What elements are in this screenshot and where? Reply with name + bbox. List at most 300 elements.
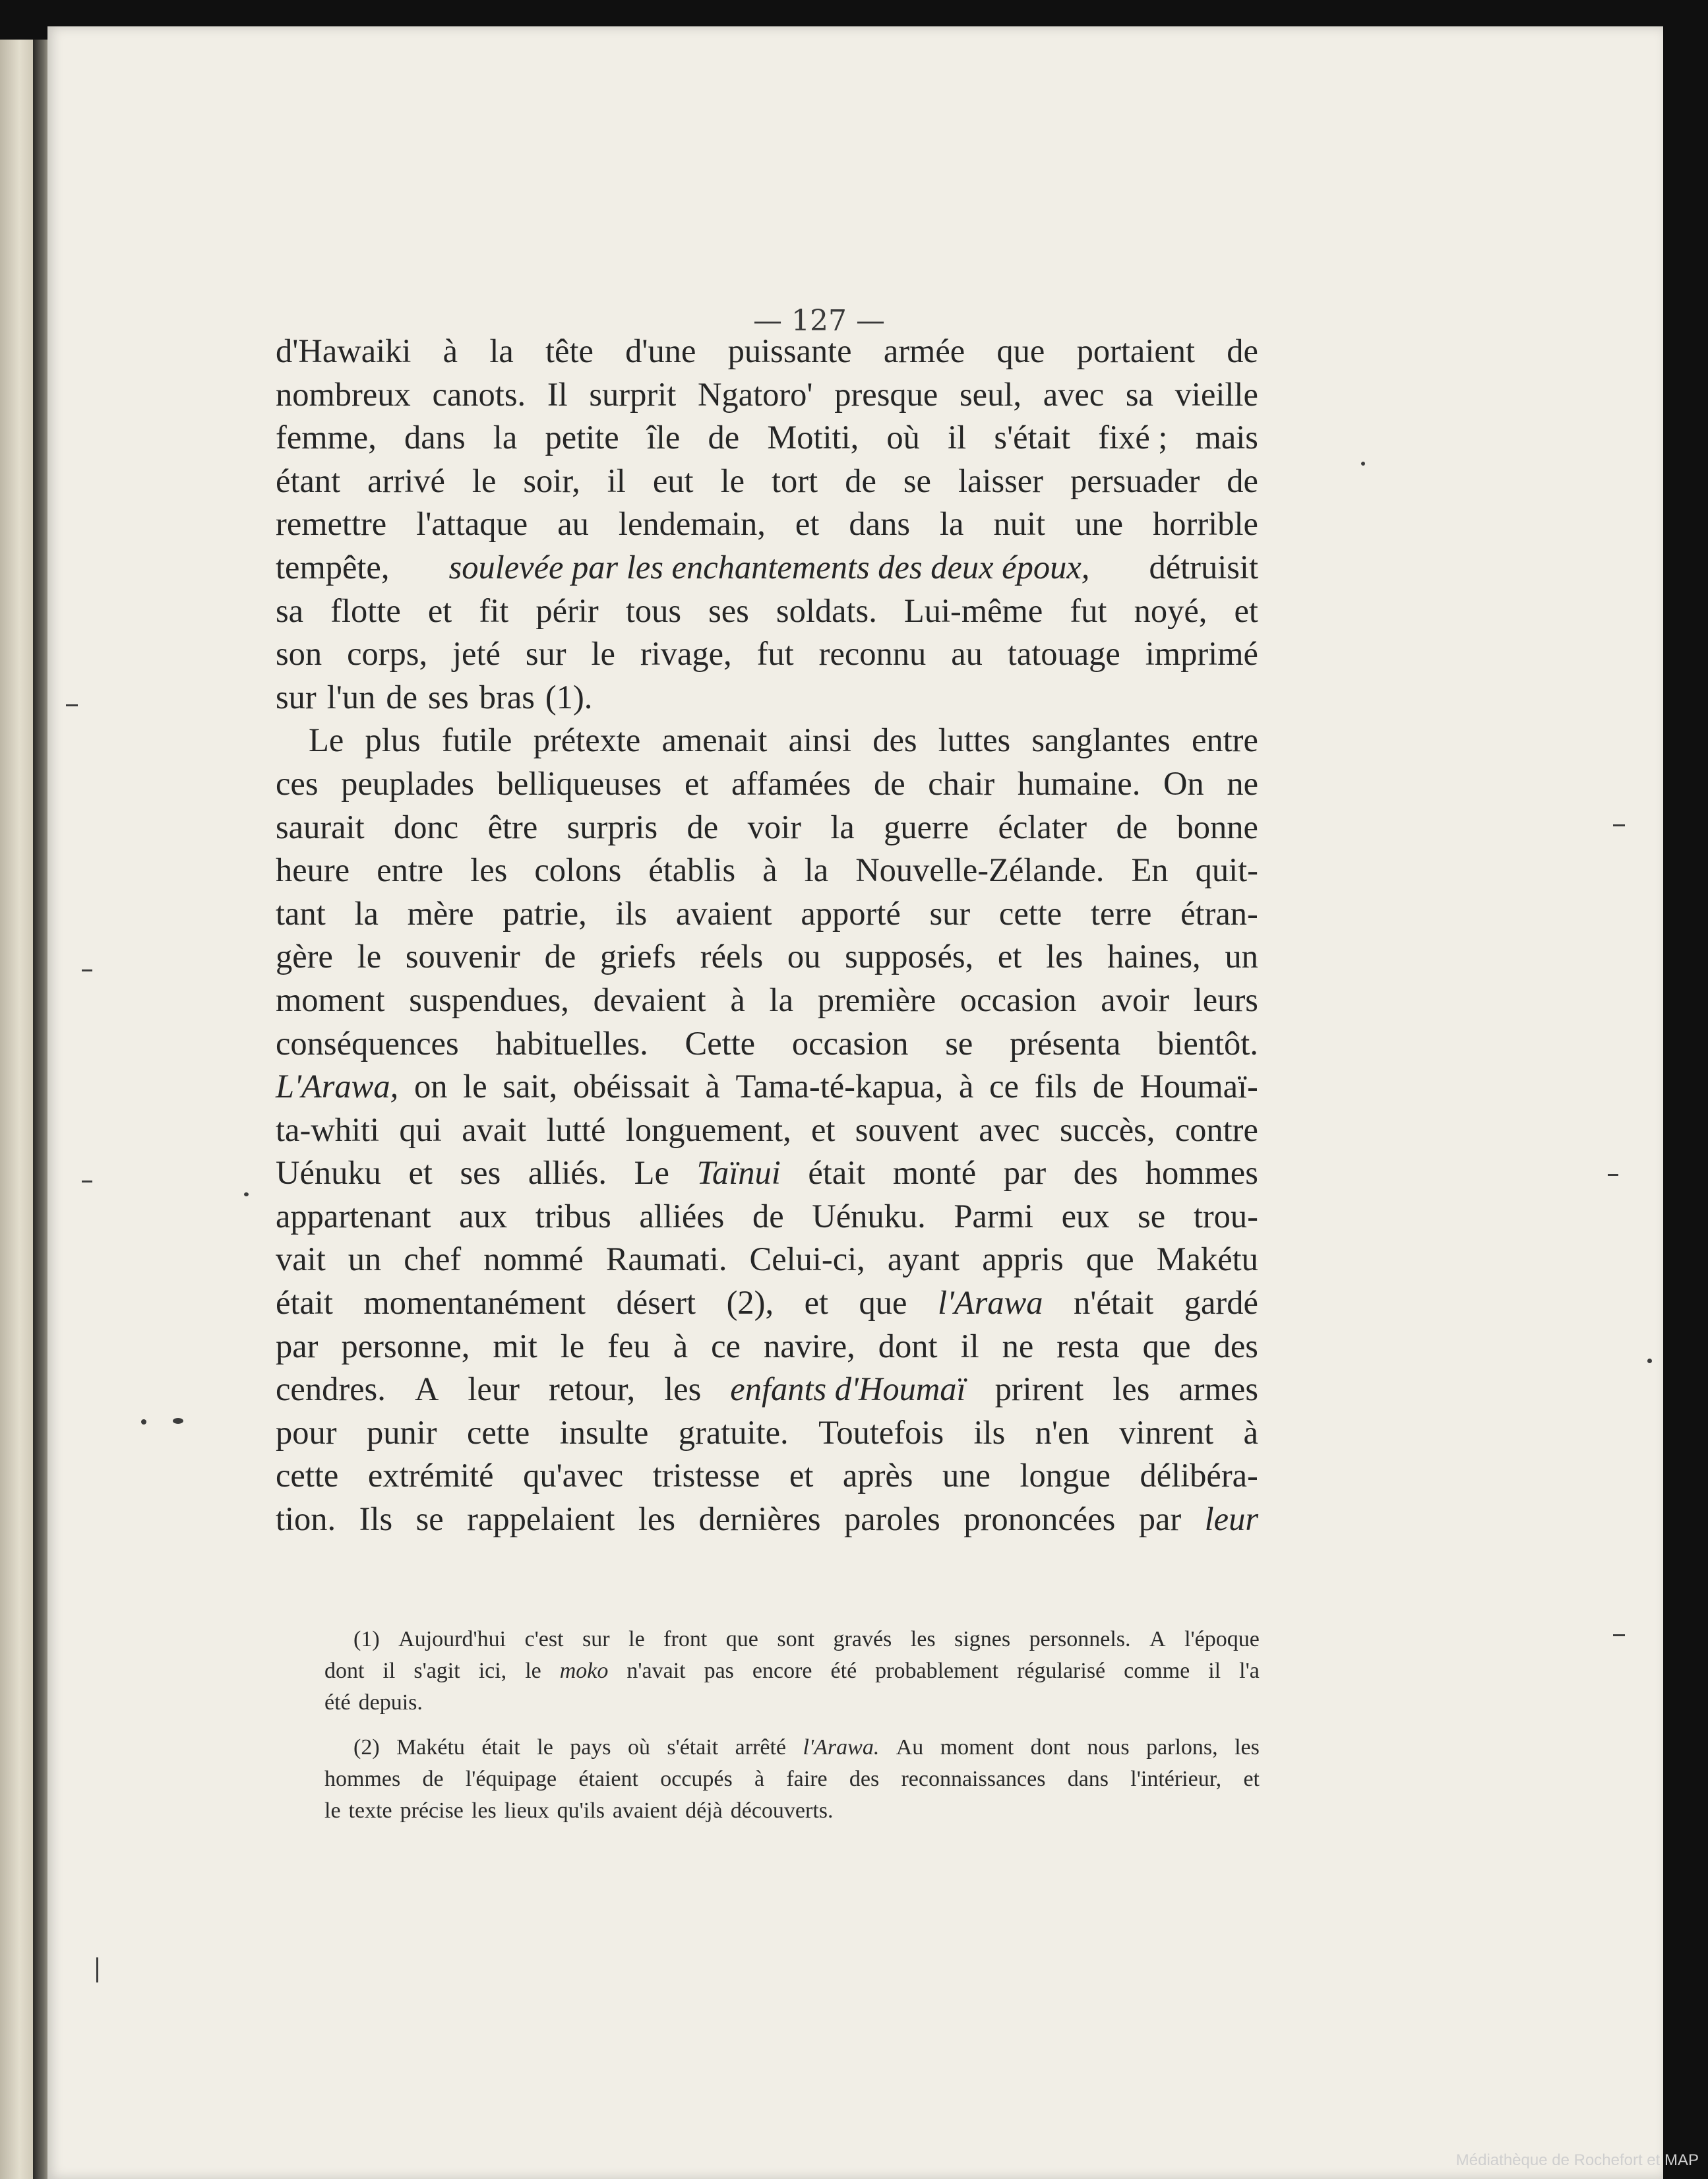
body-line (276, 1109, 1258, 1152)
word: surpris (566, 808, 658, 845)
word: personnels. (1029, 1627, 1131, 1651)
word: affamées (731, 764, 851, 802)
word: seul, (960, 375, 1022, 413)
word: hommes (1145, 1154, 1258, 1192)
word: alliées (639, 1197, 725, 1235)
word: un (348, 1241, 382, 1278)
body-line (276, 849, 1258, 892)
word: trou- (1193, 1197, 1258, 1235)
word: puissante (727, 332, 852, 369)
word: à (705, 1068, 720, 1105)
word: d'une (625, 332, 696, 369)
body-line (276, 546, 1258, 590)
body-line (276, 935, 1258, 979)
word: habituelles. (495, 1024, 648, 1062)
word: leurs (1193, 981, 1258, 1018)
word: fixé ; (1098, 419, 1168, 456)
word: Makétu (396, 1735, 465, 1760)
word: reconnu (818, 635, 927, 673)
italic-phrase: soulevée par les enchantements des deux époux, (448, 548, 1090, 586)
word: navire, (763, 1327, 855, 1365)
body-line (276, 1022, 1258, 1066)
word: humaine. (1017, 764, 1141, 802)
word: armes (1178, 1370, 1258, 1408)
word: les (1046, 938, 1083, 975)
word: et (408, 1154, 433, 1192)
left-page-edge (0, 40, 33, 2179)
body-line (276, 1368, 1258, 1411)
word: le (720, 462, 745, 499)
word: au (557, 505, 589, 543)
word: s'était (994, 419, 1071, 456)
word: devaient (593, 981, 706, 1018)
word: tous (625, 592, 681, 629)
word: l'un (326, 678, 376, 716)
word: l'Arawa (937, 1284, 1043, 1322)
word: pays (570, 1735, 611, 1760)
word: canots. (432, 375, 526, 413)
word: à (958, 1068, 974, 1105)
word: nommé (483, 1241, 584, 1278)
word: réels (700, 938, 764, 975)
word: dernières (698, 1500, 821, 1538)
word: Uénuku. (812, 1197, 926, 1235)
word: peuplades (341, 764, 475, 802)
word: laisser (958, 462, 1043, 499)
word: se (1138, 1197, 1166, 1235)
word: le (525, 1659, 541, 1683)
word: par (1003, 1154, 1047, 1192)
word: il (948, 419, 967, 456)
word: terre (1090, 894, 1152, 932)
word: déjà (685, 1798, 723, 1823)
footnote-line (324, 1764, 1260, 1795)
word: mit (493, 1327, 537, 1365)
word: vieille (1174, 375, 1258, 413)
word: Uénuku (276, 1154, 381, 1192)
word: souvenir (405, 938, 520, 975)
word: occasion (791, 1024, 909, 1062)
word: était (808, 1154, 866, 1192)
word: chair (928, 764, 995, 802)
word: gratuite. (678, 1413, 789, 1451)
word: Le (309, 721, 344, 759)
word: les (470, 851, 508, 889)
word: arrivé (367, 462, 445, 499)
body-line (276, 416, 1258, 460)
word: la (493, 419, 518, 456)
body-line (276, 1498, 1258, 1541)
word: était (276, 1284, 333, 1322)
word: obéissait (572, 1068, 690, 1105)
body-line (276, 373, 1258, 417)
word: Makétu (1156, 1241, 1258, 1278)
word: tort (772, 462, 818, 499)
word: plus (365, 721, 421, 759)
word: Houmaï- (1140, 1068, 1258, 1105)
word: flotte (330, 592, 401, 629)
word: être (487, 808, 538, 845)
word: et (811, 1111, 836, 1148)
word: imprimé (1145, 635, 1258, 673)
word: faire (786, 1767, 828, 1791)
word: par (276, 1327, 319, 1365)
footnote-ref: (2), (726, 1284, 774, 1322)
word: des (872, 721, 917, 759)
credit-watermark: Médiathèque de Rochefort et MAP (1455, 2151, 1699, 2169)
word: jeté (452, 635, 501, 673)
word: il (960, 1327, 979, 1365)
word: et (684, 764, 709, 802)
word: ses (460, 1154, 501, 1192)
word: occupés (660, 1767, 733, 1791)
word: se (945, 1024, 973, 1062)
word: qu'avec (523, 1457, 624, 1494)
word: de (1092, 1068, 1124, 1105)
word: à (754, 1767, 765, 1791)
word: ou (787, 938, 821, 975)
word: était (481, 1735, 520, 1760)
word: nous (1087, 1735, 1130, 1760)
word: le (324, 1798, 341, 1823)
word: le (463, 1068, 487, 1105)
word: ces (276, 764, 319, 802)
word: parlons, (1146, 1735, 1218, 1760)
word: des (1213, 1327, 1258, 1365)
word: horrible (1153, 505, 1258, 543)
word: prirent (994, 1370, 1084, 1408)
word: ils (615, 894, 648, 932)
word: soir, (523, 462, 580, 499)
word: surprit (589, 375, 677, 413)
body-line (276, 762, 1258, 806)
word: que (1085, 1241, 1134, 1278)
word: le (472, 462, 497, 499)
word: moment (940, 1735, 1014, 1760)
word: et (1234, 592, 1258, 629)
body-text (276, 330, 1258, 1541)
word: comme (1124, 1659, 1190, 1683)
word: dans (849, 505, 910, 543)
word: lendemain, (618, 505, 766, 543)
footnotes (324, 1624, 1260, 1840)
body-line (276, 1325, 1258, 1368)
word: rappelaient (467, 1500, 615, 1538)
word: leur (1204, 1500, 1258, 1538)
word: Nouvelle-Zélande. (855, 851, 1105, 889)
word: ses (708, 592, 749, 629)
word: s'était (667, 1735, 719, 1760)
word: L'Arawa, (276, 1068, 399, 1105)
word: dont (324, 1659, 365, 1683)
speck-mark (1647, 1359, 1652, 1363)
word: étaient (578, 1767, 638, 1791)
word: dans (404, 419, 466, 456)
word: n'était (1073, 1284, 1154, 1322)
speck-mark (1361, 462, 1365, 466)
word: occasion (960, 981, 1077, 1018)
word: tristesse (652, 1457, 760, 1494)
word: détruisit (1149, 548, 1258, 586)
word: gère (276, 938, 333, 975)
word: resta (1056, 1327, 1120, 1365)
word: suspendues, (409, 981, 569, 1018)
word: ses (428, 678, 469, 716)
margin-tick (1613, 1634, 1625, 1636)
word: mais (1195, 419, 1258, 456)
word: été (830, 1659, 857, 1683)
word: n'avait (626, 1659, 686, 1683)
word: quit- (1195, 851, 1258, 889)
word: et (795, 505, 820, 543)
word: avait (462, 1111, 527, 1148)
word: de (544, 938, 576, 975)
word: prétexte (533, 721, 641, 759)
word: précise (400, 1798, 464, 1823)
word: rivage, (640, 635, 732, 673)
word: tatouage (1007, 635, 1120, 673)
footnote-1 (324, 1624, 1260, 1719)
word: de (422, 1767, 444, 1791)
body-line (276, 806, 1258, 849)
word: ayant (887, 1241, 960, 1278)
word: son (276, 635, 322, 673)
word: sont (777, 1627, 815, 1651)
word: délibéra- (1140, 1457, 1258, 1494)
margin-tick (82, 1181, 92, 1182)
word: et (789, 1457, 814, 1494)
footnote-line (324, 1624, 1260, 1655)
word: mère (407, 894, 474, 932)
word: encore (752, 1659, 812, 1683)
word: dont (878, 1327, 938, 1365)
word: dont (1030, 1735, 1071, 1760)
word: longuement, (625, 1111, 791, 1148)
word: cette (276, 1457, 339, 1494)
word: bientôt. (1157, 1024, 1258, 1062)
word: la (804, 851, 829, 889)
word: guerre (884, 808, 969, 845)
word: la (489, 332, 514, 369)
word: bras (479, 678, 535, 716)
margin-tick (96, 1957, 98, 1982)
word: le (537, 1735, 553, 1760)
word: qu'ils (557, 1798, 605, 1823)
word: fit (479, 592, 509, 629)
word: corps, (347, 635, 428, 673)
body-line (276, 1151, 1258, 1195)
word: voir (747, 808, 801, 845)
word: texte (348, 1798, 392, 1823)
body-line (276, 632, 1258, 676)
word: avoir (1101, 981, 1170, 1018)
word: lieux (504, 1798, 549, 1823)
word: les (664, 1370, 702, 1408)
word: reconnaissances (901, 1767, 1046, 1791)
body-line (276, 330, 1258, 373)
word: noyé, (1134, 592, 1207, 629)
word: gardé (1184, 1284, 1258, 1322)
word: Cette (685, 1024, 756, 1062)
word: été (324, 1690, 351, 1715)
word: on (413, 1068, 448, 1105)
word: tête (545, 332, 594, 369)
word: armée (883, 332, 965, 369)
word: pas (704, 1659, 734, 1683)
body-line (276, 1195, 1258, 1239)
margin-tick (1608, 1174, 1618, 1176)
word: l'époque (1184, 1627, 1260, 1651)
body-line (276, 1065, 1258, 1109)
word: donc (394, 808, 459, 845)
word: eut (652, 462, 694, 499)
word: gravés (833, 1627, 892, 1651)
word: ta-whiti (276, 1111, 380, 1148)
word: personne, (341, 1327, 470, 1365)
word: que (1142, 1327, 1191, 1365)
word: contre (1174, 1111, 1258, 1148)
body-line (276, 503, 1258, 546)
word: avec (1043, 375, 1105, 413)
body-line (276, 1281, 1258, 1325)
word: depuis. (358, 1690, 423, 1715)
word: découverts. (730, 1798, 834, 1823)
word: Au (896, 1735, 924, 1760)
word: ils (973, 1413, 1006, 1451)
word: appris (982, 1241, 1064, 1278)
word: l'attaque (416, 505, 528, 543)
word: où (886, 419, 920, 456)
word: ce (711, 1327, 741, 1365)
word: de (873, 764, 905, 802)
word: n'en (1035, 1413, 1089, 1451)
word: probablement (875, 1659, 999, 1683)
word: présenta (1010, 1024, 1121, 1062)
word: de (1227, 332, 1258, 369)
word: éclater (998, 808, 1087, 845)
word: petite (545, 419, 619, 456)
word: Motiti, (767, 419, 859, 456)
word: succès, (1060, 1111, 1155, 1148)
word: régularisé (1017, 1659, 1106, 1683)
footnote-line (324, 1687, 1260, 1719)
word: ce (989, 1068, 1019, 1105)
word: aux (459, 1197, 508, 1235)
word: cette (467, 1413, 530, 1451)
word: Ngatoro' (697, 375, 813, 413)
word: il (1208, 1659, 1221, 1683)
word: futile (441, 721, 512, 759)
word: qui (399, 1111, 442, 1148)
word: à (762, 851, 778, 889)
word: un (1225, 938, 1258, 975)
word: heure (276, 851, 350, 889)
word: tion. (276, 1500, 336, 1538)
word: extrémité (367, 1457, 494, 1494)
word: sur (276, 678, 317, 716)
word: soldats. (776, 592, 877, 629)
word: étran- (1180, 894, 1258, 932)
word: momentanément (363, 1284, 586, 1322)
word: Parmi (954, 1197, 1033, 1235)
word: de (845, 462, 876, 499)
body-line (276, 676, 1258, 720)
word: saurait (276, 808, 365, 845)
word: Toutefois (818, 1413, 944, 1451)
word: que (859, 1284, 907, 1322)
word: la (940, 505, 964, 543)
word: sanglantes (1031, 721, 1171, 759)
word: Taïnui (696, 1154, 781, 1192)
word: retour, (548, 1370, 636, 1408)
word: une (942, 1457, 991, 1494)
word: le (560, 1327, 585, 1365)
word: haines, (1107, 938, 1201, 975)
speck-mark (173, 1418, 183, 1424)
word: et (427, 592, 452, 629)
word: luttes (938, 721, 1011, 759)
word: et (804, 1284, 829, 1322)
word: arrêté (735, 1735, 787, 1760)
word: avec (979, 1111, 1040, 1148)
word: prononcées (963, 1500, 1116, 1538)
word: Celui-ci, (749, 1241, 865, 1278)
word: les (638, 1500, 676, 1538)
word: fils (1034, 1068, 1078, 1105)
word: moko (559, 1659, 609, 1683)
word: nuit (993, 505, 1046, 543)
word: avaient (612, 1798, 678, 1823)
word: punir (366, 1413, 437, 1451)
word: Le (634, 1154, 669, 1192)
word: signes (954, 1627, 1011, 1651)
word: amenait (661, 721, 768, 759)
margin-tick (82, 969, 92, 971)
word: que (725, 1627, 758, 1651)
word: sur (582, 1627, 610, 1651)
word: vait (276, 1241, 326, 1278)
word: cendres. (276, 1370, 386, 1408)
word: hommes (324, 1767, 401, 1791)
word: nombreux (276, 375, 411, 413)
word: conséquences (276, 1024, 459, 1062)
word: avaient (675, 894, 772, 932)
word: à (1243, 1413, 1258, 1451)
word: paroles (843, 1500, 940, 1538)
word: moment (276, 981, 385, 1018)
body-line (276, 1411, 1258, 1455)
word: A (414, 1370, 439, 1408)
word: portaient (1076, 332, 1196, 369)
footnote-line (324, 1655, 1260, 1687)
word: les (471, 1798, 497, 1823)
word: les (1235, 1735, 1260, 1760)
word: tempête, (276, 548, 390, 586)
word: c'est (524, 1627, 564, 1651)
body-line (276, 892, 1258, 936)
word: ne (1002, 1327, 1034, 1365)
word: Ils (359, 1500, 393, 1538)
word: fut (1070, 592, 1107, 629)
margin-tick (66, 704, 78, 706)
word: sur (929, 894, 971, 932)
page-number: — 127 — (753, 304, 885, 338)
word: l'a (1239, 1659, 1260, 1683)
word: feu (607, 1327, 650, 1365)
word: le (357, 938, 382, 975)
word: souvent (855, 1111, 959, 1148)
word: lutté (546, 1111, 606, 1148)
